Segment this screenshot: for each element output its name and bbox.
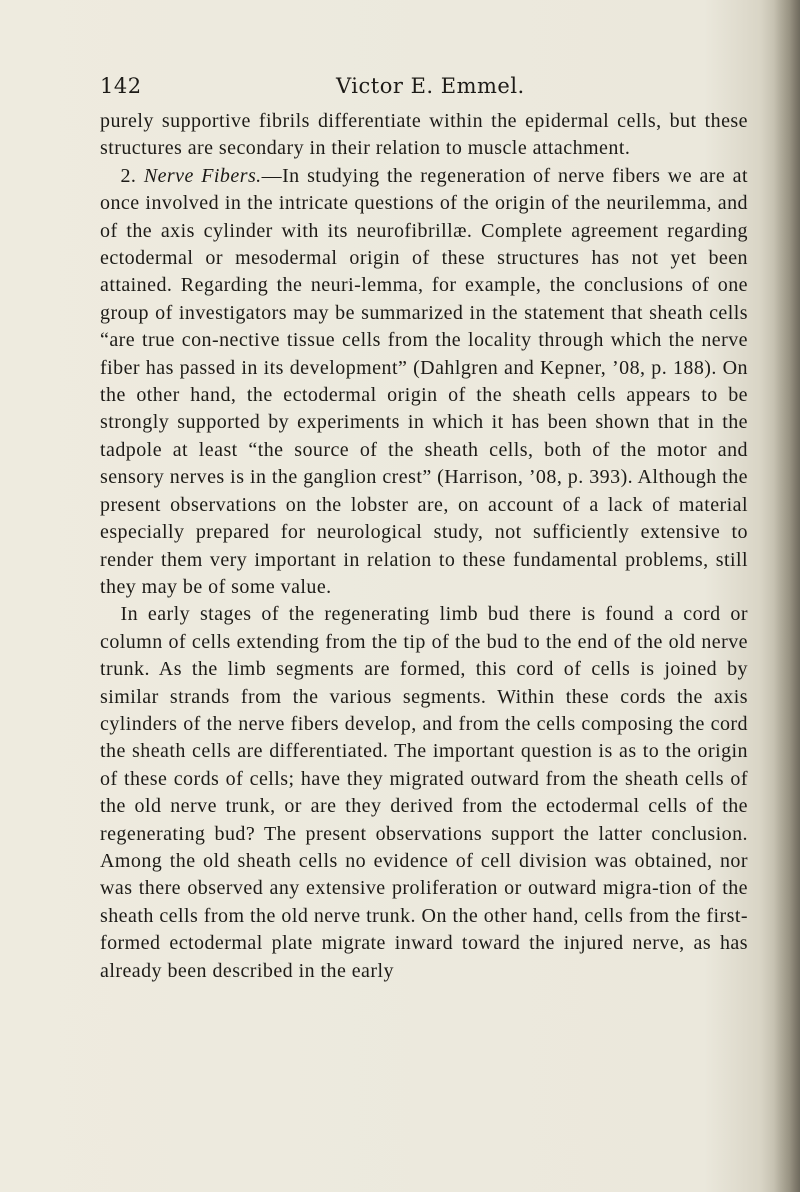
paragraph-1-text: purely supportive fibrils differentiate within the epidermal cells, but these structures are secondary in their relation to muscle attachment. bbox=[100, 110, 748, 160]
section-number: 2. bbox=[120, 164, 137, 187]
author-name: Victor E. Emmel. bbox=[336, 74, 525, 98]
section-heading: Nerve Fibers. bbox=[143, 164, 262, 187]
page-number: 142 bbox=[100, 74, 142, 98]
page-edge-shadow bbox=[774, 0, 800, 1192]
paragraph-1 bbox=[100, 108, 748, 163]
paragraph-2-text: —In studying the regeneration of nerve fibers we are at once involved in the intricate questions of the origin of the neurilemma, and of the axis cylinder with its neurofibrillæ. Complete agreement regarding ectodermal or mesodermal origin of these structures has not yet been attained. Regarding the neuri-lemma, for example, the conclusions of one group of investigators may be summarized in the statement that sheath cells “are true con-nective tissue cells from the locality through which the nerve fiber has passed in its development” (Dahlgren and Kepner, ’08, p. 188). On the other hand, the ectodermal origin of the sheath cells appears to be strongly supported by experiments in which it has been shown that in the tadpole at least “the source of the sheath cells, both of the motor and sensory nerves is in the ganglion crest” (Harrison, ’08, p. 393). Although the present observations on the lobster are, on account of a lack of material especially prepared for neurological study, not sufficiently extensive to render them very important in relation to these fundamental problems, still they may be of some value. bbox=[100, 164, 748, 598]
running-head bbox=[100, 74, 740, 104]
paragraph-2 bbox=[100, 163, 748, 602]
paragraph-3 bbox=[100, 601, 748, 985]
paragraph-3-text: In early stages of the regenerating limb bud there is found a cord or column of cells extending from the tip of the bud to the end of the old nerve trunk. As the limb segments are formed, this cord of cells is joined by similar strands from the various segments. Within these cords the axis cylinders of the nerve fibers develop, and from the cells composing the cord the sheath cells are differentiated. The important question is as to the origin of these cords of cells; have they migrated outward from the sheath cells of the old nerve trunk, or are they derived from the ectodermal cells of the regenerating bud? The present observations support the latter conclusion. Among the old sheath cells no evidence of cell division was obtained, nor was there observed any extensive proliferation or outward migra-tion of the sheath cells from the old nerve trunk. On the other hand, cells from the first-formed ectodermal plate migrate inward toward the injured nerve, as has already been described in the early bbox=[100, 603, 748, 982]
body-text bbox=[100, 108, 748, 985]
